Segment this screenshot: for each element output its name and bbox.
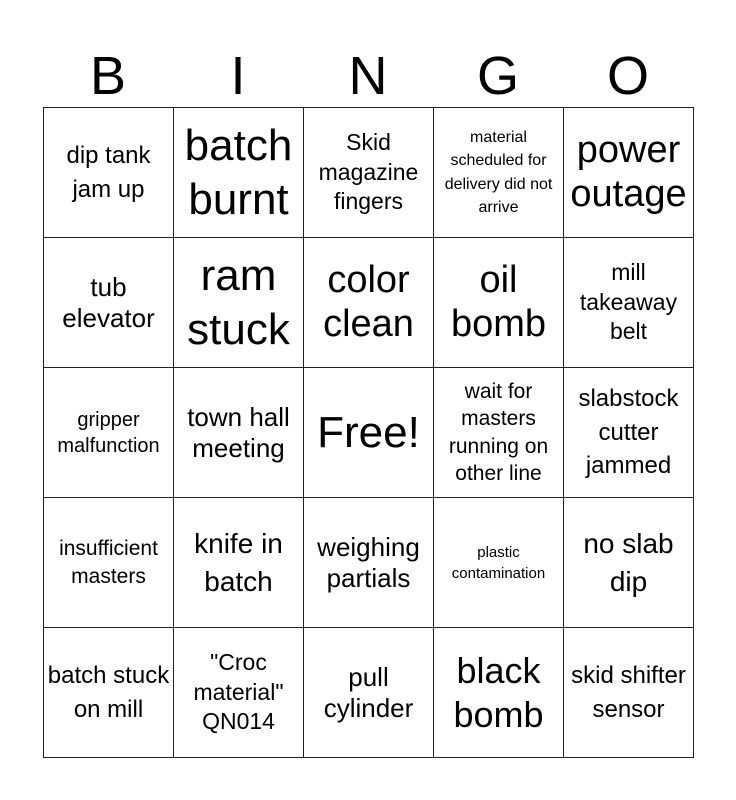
bingo-cell[interactable]: ram stuck	[174, 238, 304, 368]
bingo-cell[interactable]: insufficient masters	[44, 498, 174, 628]
bingo-cell[interactable]: plastic contamination	[434, 498, 564, 628]
header-letter-b: B	[89, 46, 127, 106]
board-row	[44, 498, 694, 628]
bingo-cell[interactable]: tub elevator	[44, 238, 174, 368]
bingo-board	[43, 107, 694, 758]
bingo-cell[interactable]: wait for masters running on other line	[434, 368, 564, 498]
bingo-cell[interactable]: skid shifter sensor	[564, 628, 694, 758]
bingo-header	[43, 40, 693, 112]
bingo-cell[interactable]: gripper malfunction	[44, 368, 174, 498]
free-space-cell[interactable]: Free!	[304, 368, 434, 498]
bingo-cell[interactable]: material scheduled for delivery did not arrive	[434, 108, 564, 238]
bingo-cell[interactable]: slabstock cutter jammed	[564, 368, 694, 498]
bingo-cell[interactable]: pull cylinder	[304, 628, 434, 758]
bingo-cell[interactable]: color clean	[304, 238, 434, 368]
bingo-cell[interactable]: mill takeaway belt	[564, 238, 694, 368]
board-row	[44, 628, 694, 758]
header-letter-n: N	[348, 46, 388, 106]
bingo-cell[interactable]: batch burnt	[174, 108, 304, 238]
header-letter-i: I	[230, 46, 246, 106]
bingo-cell[interactable]: black bomb	[434, 628, 564, 758]
board-row	[44, 368, 694, 498]
bingo-cell[interactable]: knife in batch	[174, 498, 304, 628]
bingo-cell[interactable]: Skid magazine fingers	[304, 108, 434, 238]
board-row	[44, 108, 694, 238]
header-letter-o: O	[606, 46, 649, 106]
bingo-cell[interactable]: oil bomb	[434, 238, 564, 368]
bingo-cell[interactable]: power outage	[564, 108, 694, 238]
bingo-cell[interactable]: dip tank jam up	[44, 108, 174, 238]
bingo-cell[interactable]: no slab dip	[564, 498, 694, 628]
board-row	[44, 238, 694, 368]
header-letter-g: G	[476, 46, 519, 106]
bingo-cell[interactable]: "Croc material" QN014	[174, 628, 304, 758]
bingo-cell[interactable]: batch stuck on mill	[44, 628, 174, 758]
bingo-cell[interactable]: town hall meeting	[174, 368, 304, 498]
bingo-cell[interactable]: weighing partials	[304, 498, 434, 628]
